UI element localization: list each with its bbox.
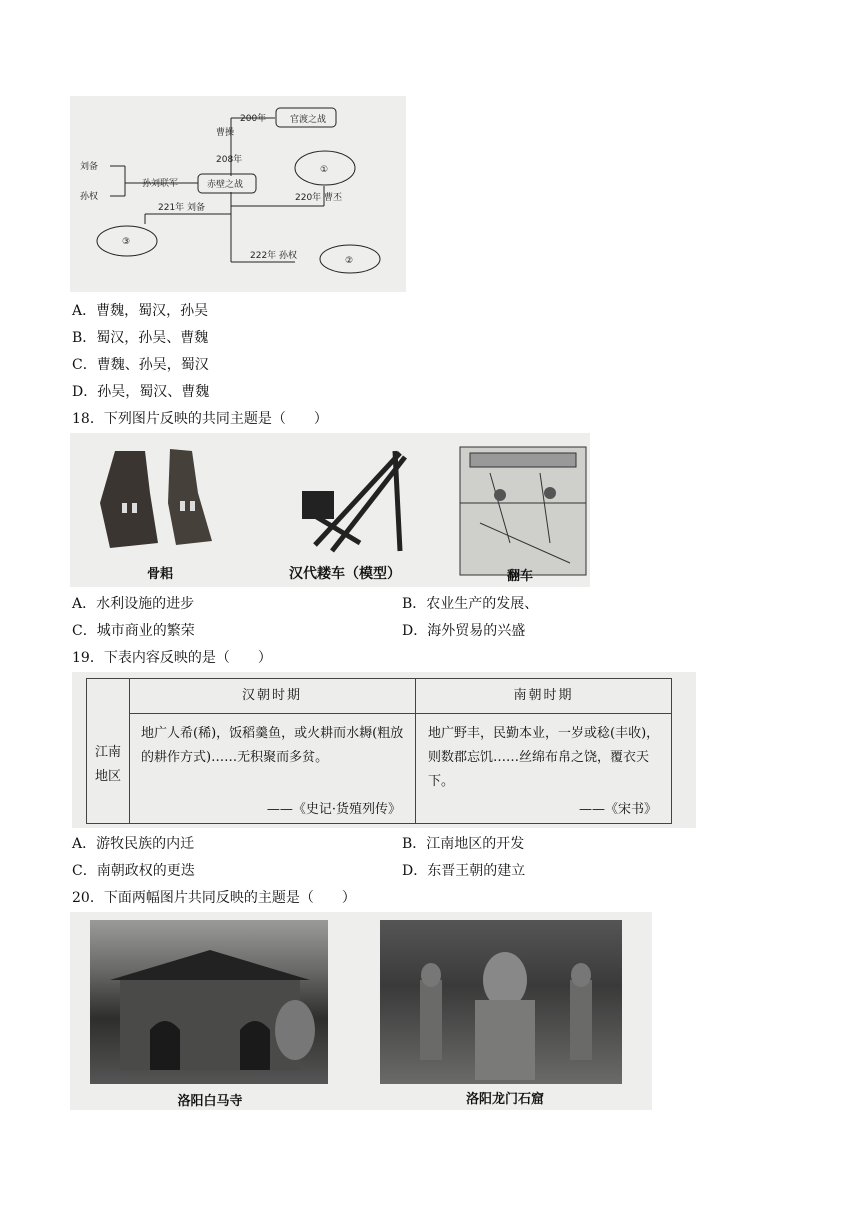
option-c: C．南朝政权的更迭 [72, 863, 195, 879]
question-stem: 20．下面两幅图片共同反映的主题是（ ） [72, 890, 356, 906]
option-a: A．游牧民族的内迁 [72, 836, 195, 852]
image-caption: 汉代耧车（模型） [289, 566, 401, 582]
table-cell-source: ——《宋书》 [578, 802, 657, 817]
image-caption: 洛阳白马寺 [177, 1094, 243, 1109]
diagram-label: 曹丕 [324, 193, 343, 203]
table-column-han [129, 679, 416, 823]
diagram-label: 221年 刘备 [158, 203, 206, 213]
diagram-box-chibi: 赤壁之战 [207, 180, 244, 190]
option-a: A．曹魏，蜀汉，孙吴 [72, 303, 209, 319]
diagram-label: 200年 [240, 114, 267, 124]
option-d: D．孙吴，蜀汉、曹魏 [72, 384, 210, 400]
table-cell-source: ——《史记·货殖列传》 [266, 802, 401, 817]
comparison-table [72, 672, 696, 828]
table-header: 南朝时期 [416, 679, 671, 714]
diagram-label: 220年 [295, 193, 322, 203]
option-c: C．曹魏、孙吴，蜀汉 [72, 357, 209, 373]
option-a: A．水利设施的进步 [72, 596, 195, 612]
table-column-southern [416, 679, 671, 823]
table-region-label: 江南地区 [95, 745, 122, 784]
diagram-circle-3: ③ [122, 237, 131, 247]
table-header: 汉朝时期 [129, 679, 415, 714]
question-stem: 19．下表内容反映的是（ ） [72, 650, 272, 666]
diagram-circle-2: ② [345, 256, 354, 266]
option-b: B．江南地区的开发 [402, 836, 525, 852]
three-kingdoms-diagram [70, 96, 406, 292]
diagram-circle-1: ① [320, 165, 329, 175]
longmen-grottoes-photo [380, 920, 622, 1084]
option-c: C．城市商业的繁荣 [72, 623, 195, 639]
white-horse-temple-photo [90, 920, 328, 1084]
option-b: B．农业生产的发展、 [402, 596, 539, 612]
option-b: B．蜀汉，孙吴、曹魏 [72, 330, 209, 346]
question-stem: 18．下列图片反映的共同主题是（ ） [72, 411, 328, 427]
option-d: D．东晋王朝的建立 [402, 863, 526, 879]
diagram-box-guandu: 官渡之战 [290, 115, 327, 125]
diagram-label: 222年 孙权 [250, 251, 298, 261]
table-cell-text: 地广野丰，民勤本业，一岁或稔(丰收)，则数郡忘饥……丝绵布帛之饶，覆衣天下。 [428, 726, 660, 789]
diagram-label: 刘备 [80, 162, 99, 172]
diagram-label: 孙刘联军 [142, 179, 179, 189]
luoyang-photos [70, 912, 652, 1110]
diagram-label: 208年 [216, 155, 243, 165]
diagram-label: 孙权 [80, 192, 99, 202]
farming-tools-image [70, 433, 590, 587]
option-d: D．海外贸易的兴盛 [402, 623, 526, 639]
image-caption: 洛阳龙门石窟 [465, 1092, 544, 1107]
table-region-column [87, 679, 130, 823]
table-cell-text: 地广人希(稀)，饭稻羹鱼，或火耕而水耨(粗放的耕作方式)……无积聚而多贫。 [141, 726, 404, 765]
diagram-label: 曹操 [216, 128, 235, 138]
image-caption: 骨耜 [146, 567, 173, 582]
image-caption: 翻车 [506, 569, 533, 584]
